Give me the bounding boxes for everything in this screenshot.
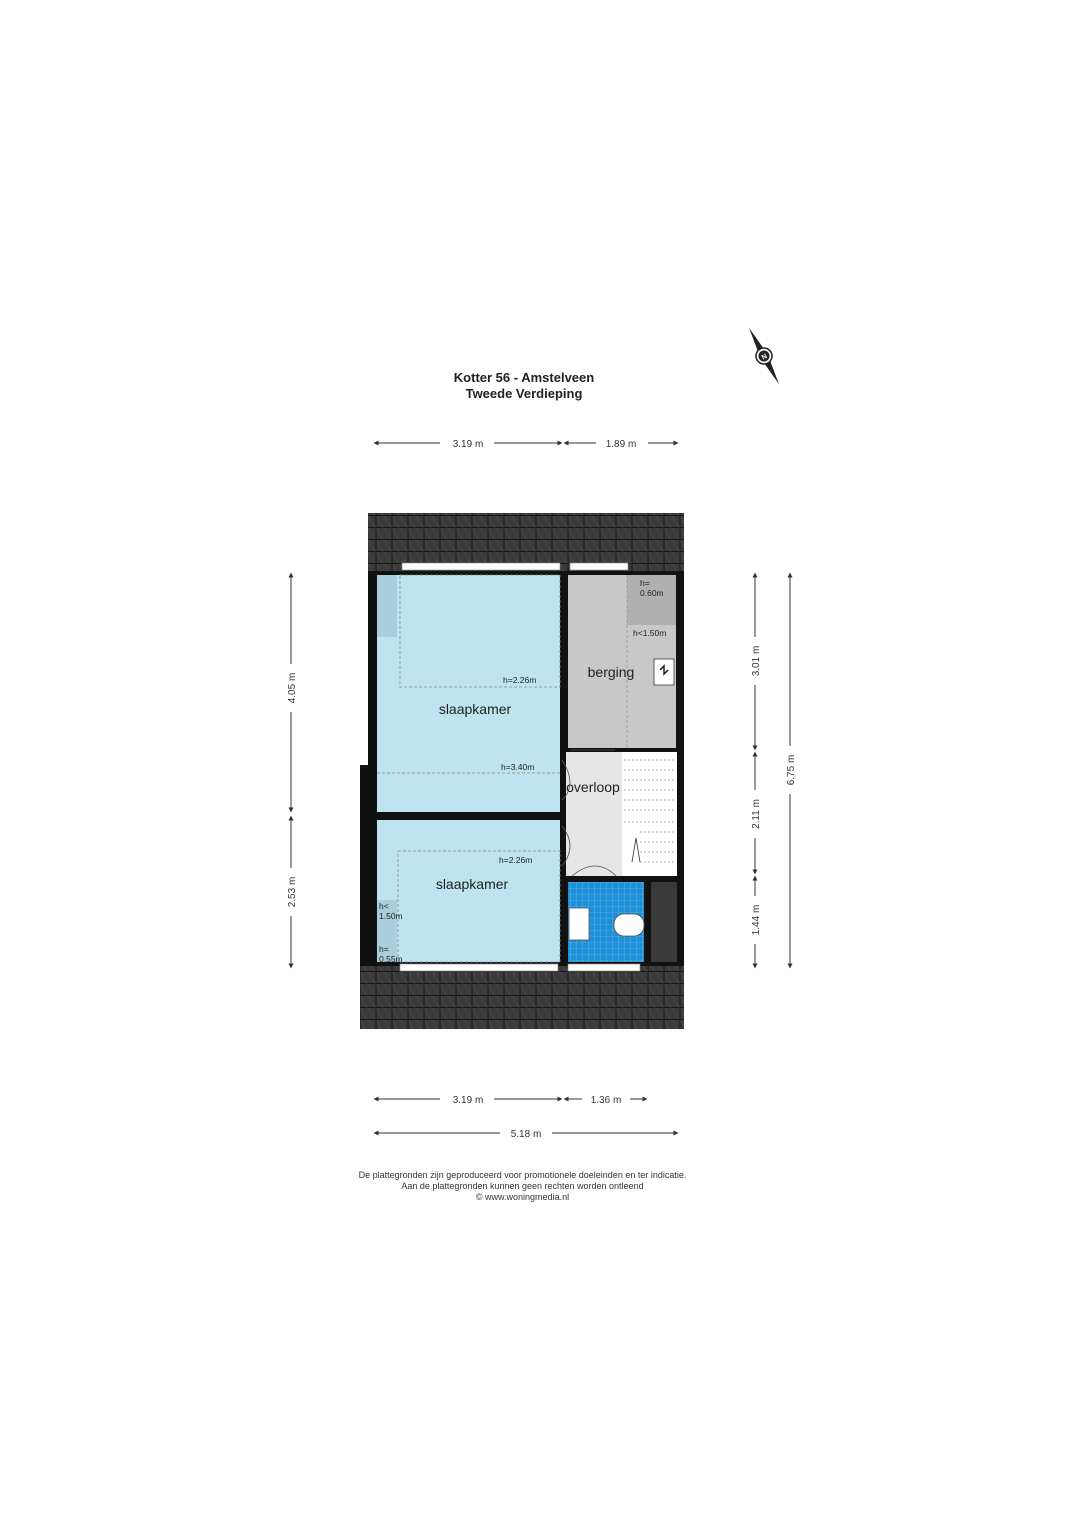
dim-top-right: 1.89 m	[605, 439, 637, 450]
disclaimer-line-1: De plattegronden zijn geproduceerd voor promotionele doeleinden en ter indicatie.	[358, 1170, 687, 1180]
height-storage-low1b: 0.60m	[640, 588, 664, 598]
toilet-icon	[614, 914, 644, 936]
dim-right-middle: 2.11 m	[751, 799, 762, 829]
right-dimensions	[749, 575, 797, 966]
height-bedroom1-main: h=2.26m	[503, 675, 537, 685]
bottom-dimensions	[376, 1093, 676, 1140]
height-storage-low1: h=	[640, 578, 650, 588]
dim-right-upper: 3.01 m	[751, 645, 762, 677]
sink-icon	[569, 908, 589, 940]
dim-left-upper: 4.05 m	[287, 672, 298, 704]
plan-subtitle: Tweede Verdieping	[465, 386, 583, 401]
dim-left-lower: 2.53 m	[287, 876, 298, 908]
roof-bottom	[360, 966, 684, 1029]
staircase	[622, 752, 677, 876]
compass-label: N	[760, 353, 769, 362]
height-bedroom2-low2: h=	[379, 944, 389, 954]
compass	[742, 324, 786, 388]
height-bedroom2-low2b: 0.55m	[379, 954, 403, 964]
room-label-storage: berging	[587, 664, 635, 680]
height-bedroom2-low1b: 1.50m	[379, 911, 403, 921]
roof-top	[368, 513, 684, 571]
bedroom-1	[377, 575, 560, 812]
top-dimensions	[376, 437, 676, 450]
room-label-bedroom-2: slaapkamer	[435, 876, 509, 892]
room-label-landing: overloop	[566, 779, 620, 795]
dim-right-total: 6.75 m	[786, 754, 797, 786]
dim-top-left: 3.19 m	[452, 439, 484, 450]
dim-right-lower: 1.44 m	[751, 904, 762, 936]
dim-bottom-left: 3.19 m	[452, 1095, 484, 1106]
disclaimer-line-3: © www.woningmedia.nl	[475, 1192, 570, 1202]
disclaimer-line-2: Aan de plattegronden kunnen geen rechten worden ontleend	[401, 1181, 644, 1191]
room-label-bedroom-1: slaapkamer	[438, 701, 512, 717]
dim-bottom-right: 1.36 m	[590, 1095, 622, 1106]
landing	[566, 752, 622, 876]
dim-bottom-total: 5.18 m	[510, 1129, 542, 1140]
height-bedroom2-main: h=2.26m	[499, 855, 533, 865]
plan-title: Kotter 56 - Amstelveen	[453, 370, 595, 385]
height-storage-low2: h<1.50m	[633, 628, 667, 638]
left-dimensions	[285, 575, 298, 966]
height-bedroom1-max: h=3.40m	[501, 762, 535, 772]
height-bedroom2-low1: h<	[379, 901, 389, 911]
